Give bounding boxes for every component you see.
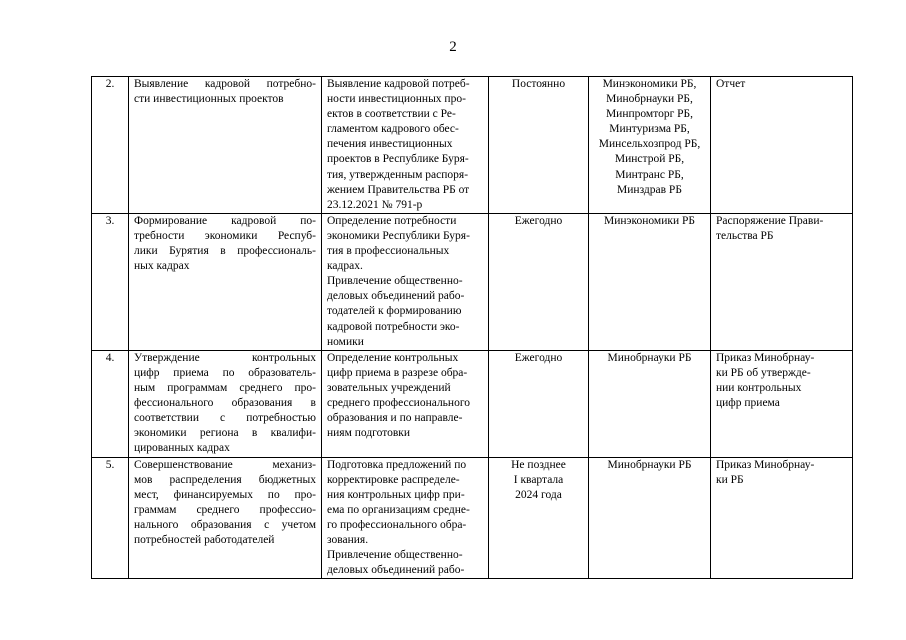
event-cell-line: Утверждение контрольных	[134, 351, 316, 364]
period-cell	[489, 457, 589, 579]
executors-cell-line: Минтранс РБ,	[615, 168, 684, 181]
content-cell-line: проектов в Республике Буря-	[327, 153, 469, 166]
row-number-text: 5.	[105, 458, 115, 471]
content-cell-line: экономики Республики Буря-	[327, 229, 470, 242]
period-cell-line: Не позднее	[511, 458, 566, 471]
executors-cell-line: Минобрнауки РБ	[607, 351, 692, 364]
content-cell-line: го профессионального обра-	[327, 518, 467, 531]
row-number-text: 2.	[105, 78, 115, 90]
result-cell-line: Приказ Минобрнау-	[716, 351, 815, 364]
executors-cell	[589, 457, 711, 579]
event-cell-line: граммам среднего профессио-	[134, 503, 316, 516]
period-cell	[489, 213, 589, 350]
result-cell-line: нии контрольных	[716, 382, 802, 395]
content-cell-line: кадрах.	[327, 260, 363, 273]
period-cell-line: I квартала	[513, 473, 564, 486]
event-cell-line: мов распределения бюджетных	[134, 473, 316, 486]
page-number: 2	[449, 39, 457, 55]
content-cell-line: ния контрольных цифр при-	[327, 488, 465, 501]
table-body	[92, 77, 853, 579]
row-number-text: 3.	[105, 214, 115, 227]
result-cell-line: Отчет	[716, 78, 746, 90]
event-cell-line: соответствии с потребностью	[134, 412, 316, 425]
result-cell	[711, 213, 853, 350]
content-cell-line: Подготовка предложений по	[327, 458, 467, 471]
event-cell-line: фессионального образования в	[134, 397, 316, 410]
executors-cell-line: Минэкономики РБ,	[602, 78, 697, 90]
content-cell-line: тия, утвержденным распоря-	[327, 168, 469, 181]
table-row	[92, 457, 853, 579]
content-cell-line: ектов в соответствии с Ре-	[327, 108, 456, 121]
table-row	[92, 350, 853, 457]
event-cell-line: ных кадрах	[134, 260, 190, 273]
content-cell-line: Определение потребности	[327, 214, 457, 227]
period-cell-line: Ежегодно	[514, 214, 563, 227]
result-cell-line: Приказ Минобрнау-	[716, 458, 815, 471]
event-cell-line: цированных кадрах	[134, 442, 230, 455]
period-cell	[489, 77, 589, 214]
content-cell-line: ности инвестиционных про-	[327, 93, 466, 106]
result-cell	[711, 350, 853, 457]
table-row	[92, 213, 853, 350]
executors-cell	[589, 77, 711, 214]
content-cell-line: Привлечение общественно-	[327, 549, 463, 562]
executors-cell	[589, 350, 711, 457]
table-row	[92, 77, 853, 214]
result-cell-line: ки РБ	[716, 473, 744, 486]
content-cell-line: 23.12.2021 № 791-р	[327, 198, 423, 211]
content-cell-line: Определение контрольных	[327, 351, 459, 364]
content-cell-line: деловых объединений рабо-	[327, 564, 465, 577]
content-cell-line: Выявление кадровой потреб-	[327, 78, 470, 90]
content-cell	[322, 350, 489, 457]
event-cell-line: Совершенствование механиз-	[134, 458, 316, 471]
content-cell-line: цифр приема в разрезе обра-	[327, 366, 468, 379]
executors-cell-line: Минобрнауки РБ	[607, 458, 692, 471]
row-number	[92, 77, 129, 214]
content-cell-line: тия в профессиональных	[327, 245, 450, 258]
result-cell-line: тельства РБ	[716, 229, 774, 242]
period-cell-line: Постоянно	[511, 78, 566, 90]
content-cell-line: номики	[327, 335, 364, 348]
event-cell	[129, 350, 322, 457]
period-cell-line: 2024 года	[515, 488, 562, 501]
row-number-text: 4.	[105, 351, 115, 364]
event-cell-line: потребностей работодателей	[134, 533, 275, 546]
period-cell-line: Ежегодно	[514, 351, 563, 364]
executors-cell-line: Минстрой РБ,	[614, 153, 685, 166]
content-cell	[322, 457, 489, 579]
row-number	[92, 350, 129, 457]
content-cell	[322, 77, 489, 214]
event-cell-line: экономики региона в квалифи-	[134, 427, 316, 440]
content-cell-line: ема по организациям средне-	[327, 503, 470, 516]
content-cell	[322, 213, 489, 350]
event-cell-line: ным программам среднего про-	[134, 382, 316, 395]
content-cell-line: корректировке распределе-	[327, 473, 460, 486]
result-cell	[711, 457, 853, 579]
plan-table	[91, 76, 853, 579]
event-cell-line: мест, финансируемых по про-	[134, 488, 316, 501]
event-cell-line: лики Бурятия в профессиональ-	[134, 245, 316, 258]
period-cell	[489, 350, 589, 457]
event-cell-line: Формирование кадровой по-	[134, 214, 316, 227]
content-cell-line: зования.	[327, 533, 369, 546]
content-cell-line: зовательных учреждений	[327, 382, 451, 395]
content-cell-line: гламентом кадрового обес-	[327, 123, 459, 136]
event-cell-line: нального образования с учетом	[134, 518, 316, 531]
executors-cell	[589, 213, 711, 350]
content-cell-line: деловых объединений рабо-	[327, 290, 465, 303]
executors-cell-line: Минобрнауки РБ,	[606, 93, 693, 106]
event-cell-line: цифр приема по образователь-	[134, 366, 316, 379]
event-cell	[129, 213, 322, 350]
executors-cell-line: Минпромторг РБ,	[605, 108, 694, 121]
result-cell-line: ки РБ об утвержде-	[716, 366, 811, 379]
result-cell-line: цифр приема	[716, 397, 780, 410]
executors-cell-line: Минздрав РБ	[617, 183, 682, 196]
content-cell-line: образования и по направле-	[327, 412, 463, 425]
content-cell-line: среднего профессионального	[327, 397, 471, 410]
row-number	[92, 213, 129, 350]
event-cell-line: сти инвестиционных проектов	[134, 93, 284, 106]
executors-cell-line: Минэкономики РБ	[604, 214, 695, 227]
content-cell-line: Привлечение общественно-	[327, 275, 463, 288]
content-cell-line: жением Правительства РБ от	[327, 183, 470, 196]
executors-cell-line: Минтуризма РБ,	[609, 123, 690, 136]
result-cell-line: Распоряжение Прави-	[716, 214, 824, 227]
event-cell	[129, 77, 322, 214]
event-cell	[129, 457, 322, 579]
event-cell-line: требности экономики Респуб-	[134, 229, 316, 242]
content-cell-line: печения инвестиционных	[327, 138, 453, 151]
event-cell-line: Выявление кадровой потребно-	[134, 78, 316, 90]
result-cell	[711, 77, 853, 214]
content-cell-line: кадровой потребности эко-	[327, 320, 460, 333]
executors-cell-line: Минсельхозпрод РБ,	[598, 138, 701, 151]
content-cell-line: тодателей к формированию	[327, 305, 462, 318]
content-cell-line: ниям подготовки	[327, 427, 410, 440]
row-number	[92, 457, 129, 579]
